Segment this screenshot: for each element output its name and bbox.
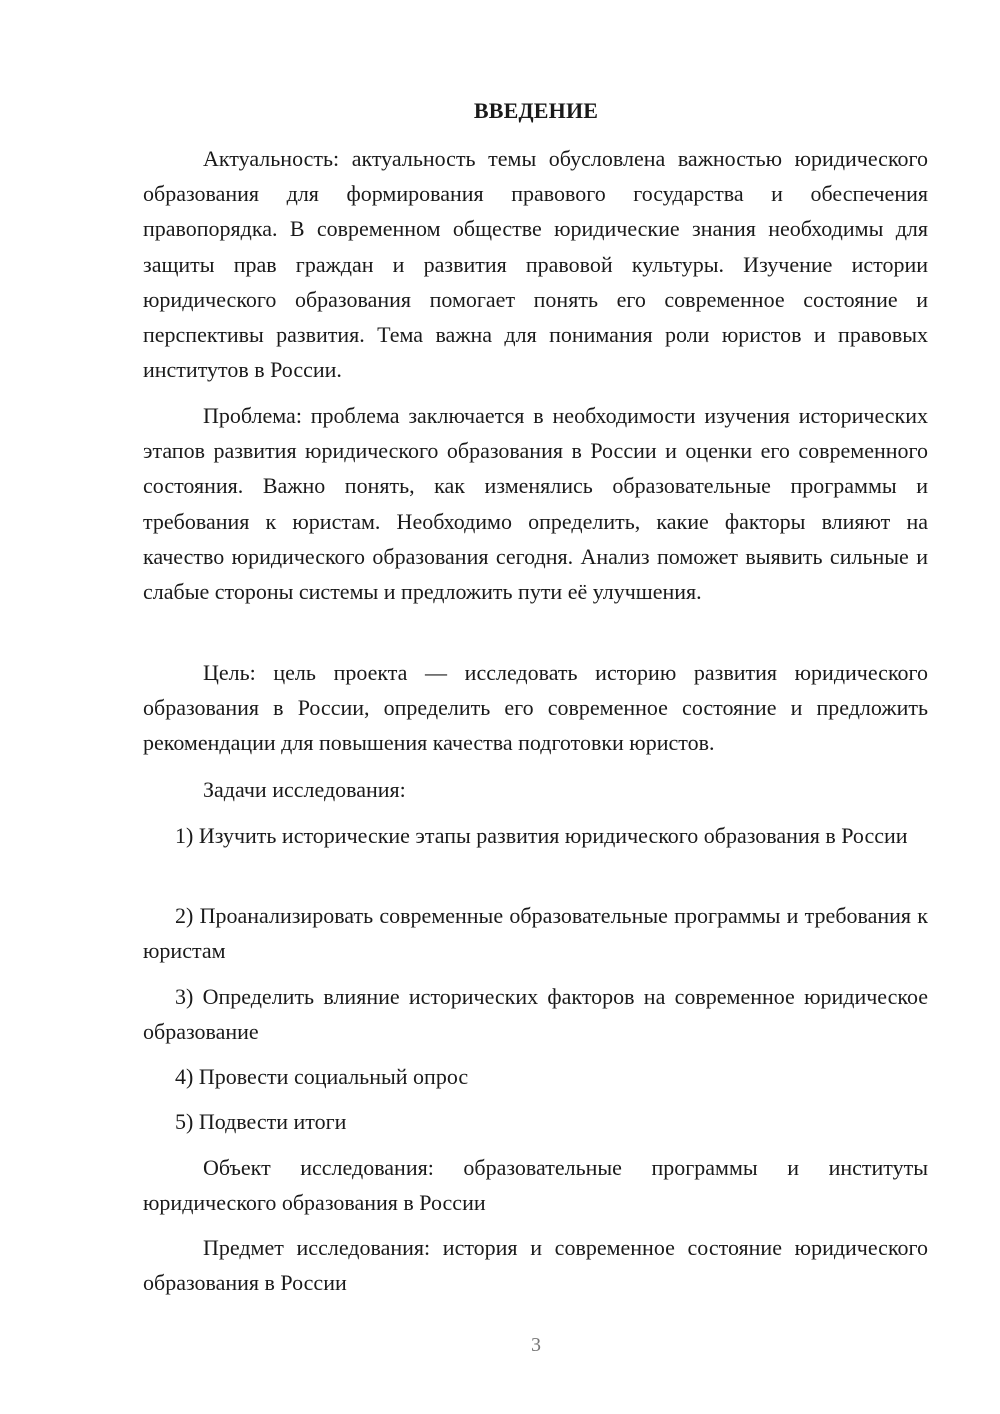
task-item-5: 5) Подвести итоги <box>175 1109 347 1134</box>
task-item-2: 2) Проанализировать современные образовательные программы и требования к юристам <box>143 903 928 964</box>
paragraph-object: Объект исследования: образовательные программы и институты юридического образования в России <box>143 1155 928 1216</box>
paragraph-goal: Цель: цель проекта — исследовать историю развития юридического образования в России, определить его современное состояние и предложить рекомендации для повышения качества подготовки юристов. <box>143 660 928 756</box>
task-item-4: 4) Провести социальный опрос <box>175 1064 469 1089</box>
paragraph-subject: Предмет исследования: история и современное состояние юридического образования в России <box>143 1235 928 1296</box>
paragraph-relevance: Актуальность: актуальность темы обусловлена важностью юридического образования для формирования правового государства и обеспечения правопорядка. В современном обществе юридические знания необходимы для защиты прав граждан и развития правовой культуры. Изучение истории юридического образования помогает понять его современное состояние и перспективы развития. Тема важна для понимания роли юристов и правовых институтов в России. <box>143 146 928 383</box>
paragraph-problem: Проблема: проблема заключается в необходимости изучения исторических этапов развития юридического образования в России и оценки его современного состояния. Важно понять, как изменялись образовательные программы и требования к юристам. Необходимо определить, какие факторы влияют на качество юридического образования сегодня. Анализ поможет выявить сильные и слабые стороны системы и предложить пути её улучшения. <box>143 403 928 605</box>
tasks-heading: Задачи исследования: <box>203 777 406 802</box>
task-item-3: 3) Определить влияние исторических факторов на современное юридическое образование <box>143 984 928 1045</box>
page-number: 3 <box>531 1334 541 1356</box>
page-title: ВВЕДЕНИЕ <box>473 98 599 123</box>
task-item-1: 1) Изучить исторические этапы развития юридического образования в России <box>175 823 908 848</box>
